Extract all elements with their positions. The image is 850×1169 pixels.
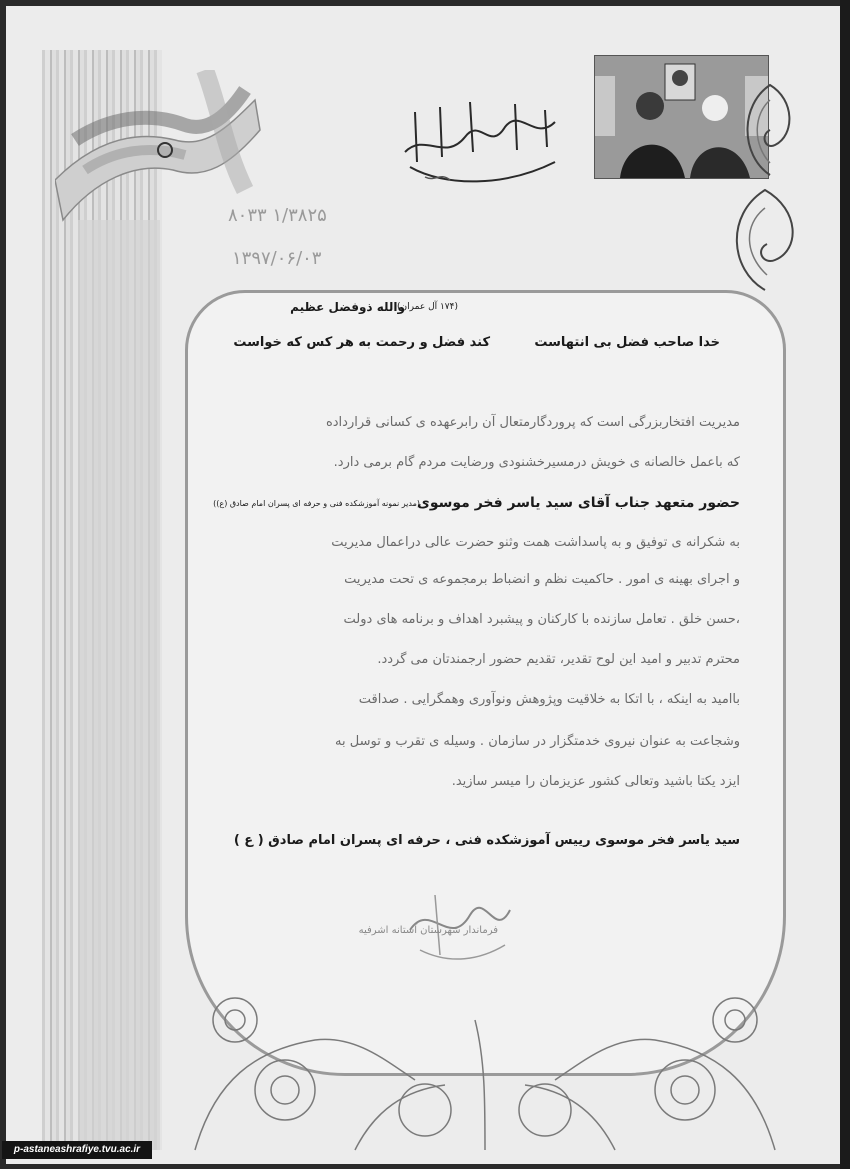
paisley-ornament-icon xyxy=(725,180,810,300)
addressee-note: (مدیر نمونه آموزشکده فنی و حرفه ای پسران امام صادق (ع)) xyxy=(213,499,420,508)
website-link[interactable]: p-astaneashrafiye.tvu.ac.ir xyxy=(2,1141,152,1159)
paragraph-1-line-2: که باعمل خالصانه ی خویش درمسیرخشنودی ورضایت مردم گام برمی دارد. xyxy=(333,455,740,470)
bismillah-calligraphy-icon xyxy=(395,92,565,192)
issue-date: ۱۳۹۷/۰۶/۰۳ xyxy=(232,248,322,269)
paragraph-3-line-3: ایزد یکتا باشید وتعالی کشور عزیزمان را میسر سازید. xyxy=(451,774,740,789)
paragraph-3-line-1: باامید به اینکه ، با اتکا به خلاقیت وپژوهش ونوآوری وهمگرایی . صداقت xyxy=(358,692,740,707)
verse-title: والله ذوفضل عظیم xyxy=(290,300,405,314)
decorative-border-pattern xyxy=(78,220,160,1150)
paragraph-2-line-4: محترم تدبیر و امید این لوح تقدیر، تقدیم حضور ارجمندتان می گردد. xyxy=(377,652,740,667)
signature-title: فرماندار شهرستان آستانه اشرفیه xyxy=(358,925,498,936)
recipient-line: سید یاسر فخر موسوی رییس آموزشکده فنی ، حرفه ای پسران امام صادق ( ع ) xyxy=(233,833,740,848)
verse-line-left: کند فضل و رحمت به هر کس که خواست xyxy=(233,335,490,350)
verse-source: (۱۷۴ آل عمران) xyxy=(397,302,458,312)
verse-line-right: خدا صاحب فضل بی انتهاست xyxy=(534,335,720,350)
paragraph-1-line-1: مدیریت افتخاربزرگی است که پروردگارمتعال آن رابرعهده ی کسانی قرارداده xyxy=(325,415,740,430)
paragraph-2-line-2: و اجرای بهینه ی امور . حاکمیت نظم و انضباط برمجموعه ی تحت مدیریت xyxy=(344,572,740,587)
paragraph-2-line-3: ،حسن خلق . تعامل سازنده با کارکنان و پیشبرد اهداف و برنامه های دولت xyxy=(343,612,740,627)
paisley-ornament-icon xyxy=(735,75,805,185)
scan-edge xyxy=(840,0,850,1169)
paragraph-3-line-2: وشجاعت به عنوان نیروی خدمتگزار در سازمان . وسیله ی تقرب و توسل به xyxy=(335,734,740,749)
reference-number: ۸۰۳۳ ۱/۳۸۲۵ xyxy=(228,205,327,226)
addressee-line: حضور متعهد جناب آقای سید یاسر فخر موسوی xyxy=(417,495,740,511)
floral-decoration-icon xyxy=(175,960,795,1155)
paragraph-2-line-1: به شکرانه ی توفیق و به پاسداشت همت وثنو حضرت عالی دراعمال مدیریت xyxy=(331,535,740,550)
